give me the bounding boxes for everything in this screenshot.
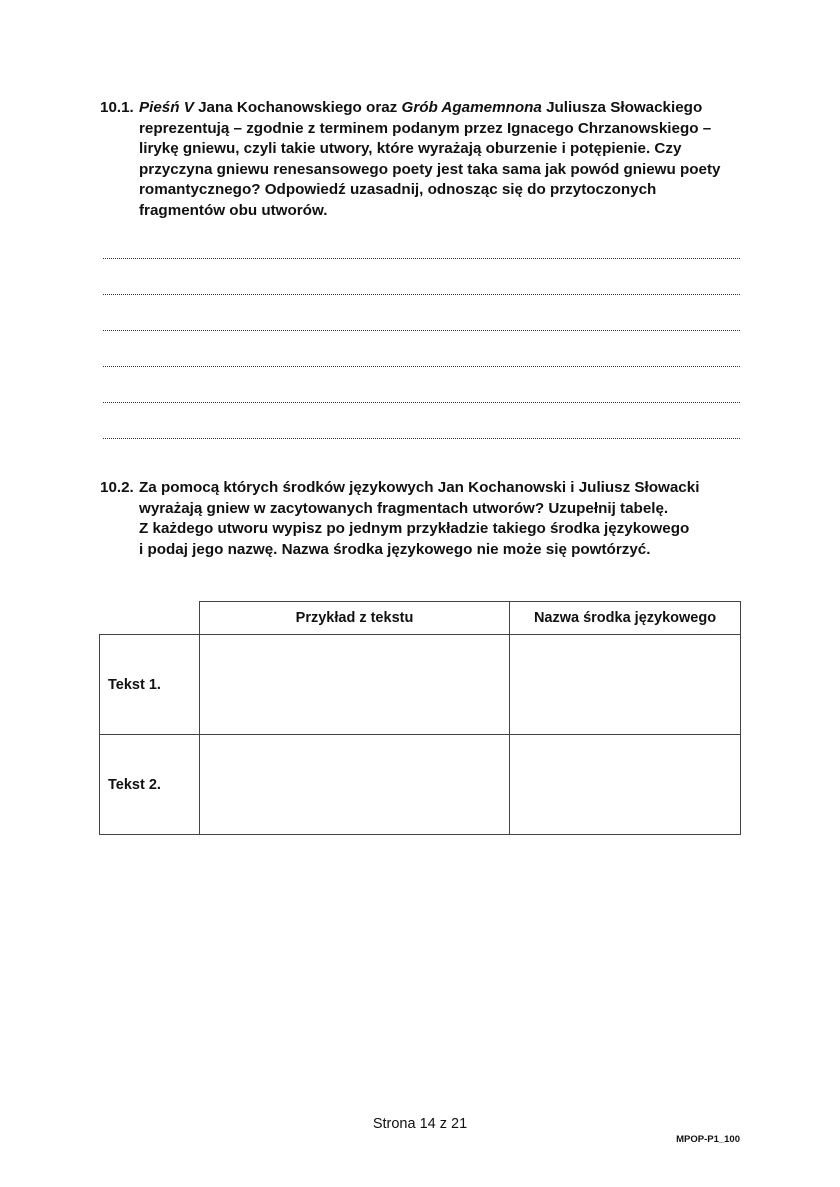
- answer-table: [99, 601, 741, 835]
- table-row: [100, 735, 741, 835]
- row-label-text-1: Tekst 1.: [100, 635, 200, 735]
- answer-line[interactable]: [103, 403, 740, 439]
- title-grob: Grób Agamemnona: [401, 99, 542, 116]
- answer-cell-name-1[interactable]: [510, 635, 741, 735]
- task-line: wyrażają gniew w zacytowanych fragmentach utworów? Uzupełnij tabelę.: [139, 499, 669, 517]
- row-label-text-2: Tekst 2.: [100, 735, 200, 835]
- task-text: [139, 98, 740, 222]
- answer-line[interactable]: [103, 223, 740, 259]
- task-line: reprezentują – zgodnie z terminem podanym przez Ignacego Chrzanowskiego –: [139, 119, 712, 137]
- answer-line[interactable]: [103, 367, 740, 403]
- task-10-2: [100, 478, 740, 560]
- task-line: lirykę gniewu, czyli takie utwory, które wyrażają oburzenie i potępienie. Czy: [139, 140, 682, 158]
- document-code: MPOP-P1_100: [676, 1134, 740, 1145]
- answer-cell-name-2[interactable]: [510, 735, 741, 835]
- task-line: przyczyna gniewu renesansowego poety jest taka sama jak powód gniewu poety: [139, 160, 721, 178]
- task-line: i podaj jego nazwę. Nazwa środka językowego nie może się powtórzyć.: [139, 540, 651, 558]
- answer-line[interactable]: [103, 331, 740, 367]
- page-number: Strona 14 z 21: [372, 1116, 468, 1132]
- task-line: romantycznego? Odpowiedź uzasadnij, odnosząc się do przytoczonych: [139, 181, 657, 199]
- answer-cell-example-1[interactable]: [200, 635, 510, 735]
- task-number: 10.2.: [100, 479, 134, 496]
- task-number: 10.1.: [100, 99, 134, 116]
- task-line: fragmentów obu utworów.: [139, 201, 328, 219]
- table-corner-cell: [100, 602, 200, 635]
- header-example: Przykład z tekstu: [200, 602, 510, 635]
- table-row: [100, 635, 741, 735]
- title-piesn: Pieśń V: [139, 99, 194, 116]
- task-text: [139, 478, 740, 560]
- answer-cell-example-2[interactable]: [200, 735, 510, 835]
- answer-area[interactable]: [103, 223, 740, 439]
- answer-line[interactable]: [103, 259, 740, 295]
- task-line: Z każdego utworu wypisz po jednym przykładzie takiego środka językowego: [139, 520, 690, 538]
- table-header-row: [100, 602, 741, 635]
- answer-line[interactable]: [103, 295, 740, 331]
- task-10-1: [100, 98, 740, 222]
- task-line: Pieśń V Jana Kochanowskiego oraz Grób Agamemnona Juliusza Słowackiego: [139, 99, 703, 116]
- header-device-name: Nazwa środka językowego: [510, 602, 741, 635]
- task-line: Za pomocą których środków językowych Jan Kochanowski i Juliusz Słowacki: [139, 479, 700, 496]
